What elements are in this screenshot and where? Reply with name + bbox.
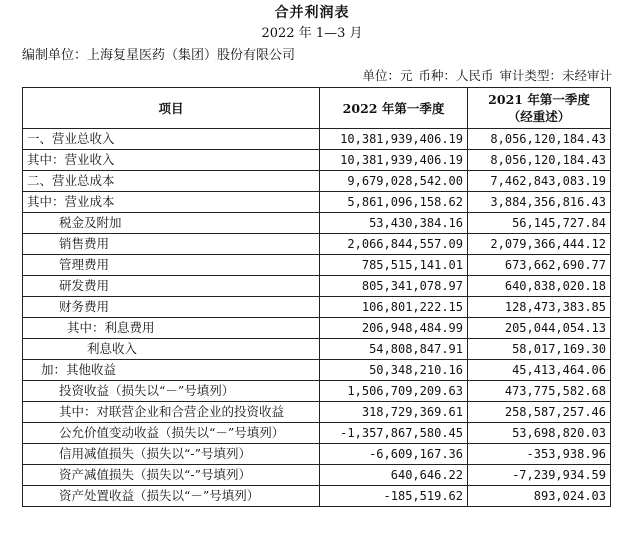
row-current-value: 10,381,939,406.19 xyxy=(320,129,468,150)
table-row xyxy=(23,150,611,171)
table-row xyxy=(23,276,611,297)
table-header-row xyxy=(23,88,611,129)
row-prior-value: 8,056,120,184.43 xyxy=(468,129,611,150)
row-prior-value: 7,462,843,083.19 xyxy=(468,171,611,192)
table-row xyxy=(23,129,611,150)
table-row xyxy=(23,213,611,234)
row-current-value: 9,679,028,542.00 xyxy=(320,171,468,192)
row-current-value: 206,948,484.99 xyxy=(320,318,468,339)
column-header-prior xyxy=(468,88,611,129)
row-prior-value: 473,775,582.68 xyxy=(468,381,611,402)
table-row xyxy=(23,171,611,192)
table-row xyxy=(23,486,611,507)
table-row xyxy=(23,444,611,465)
row-label: 其中：利息费用 xyxy=(23,318,320,339)
row-current-value: 805,341,078.97 xyxy=(320,276,468,297)
row-current-value: -6,609,167.36 xyxy=(320,444,468,465)
row-current-value: 53,430,384.16 xyxy=(320,213,468,234)
row-prior-value: 53,698,820.03 xyxy=(468,423,611,444)
statement-title: 合并利润表 xyxy=(274,5,350,21)
prior-header-line1: 2021 年第一季度 xyxy=(488,92,590,107)
row-label: 其中：对联营企业和合营企业的投资收益 xyxy=(23,402,320,423)
row-prior-value: -7,239,934.59 xyxy=(468,465,611,486)
table-row xyxy=(23,192,611,213)
row-label: 公允价值变动收益（损失以“－”号填列） xyxy=(23,423,320,444)
income-statement-table xyxy=(22,87,611,507)
row-label: 利息收入 xyxy=(23,339,320,360)
row-label: 税金及附加 xyxy=(23,213,320,234)
row-prior-value: 56,145,727.84 xyxy=(468,213,611,234)
row-label: 其中：营业成本 xyxy=(23,192,320,213)
table-row xyxy=(23,402,611,423)
row-current-value: -185,519.62 xyxy=(320,486,468,507)
row-label: 资产减值损失（损失以“-”号填列） xyxy=(23,465,320,486)
prior-header-line2: （经重述） xyxy=(507,109,571,124)
row-current-value: -1,357,867,580.45 xyxy=(320,423,468,444)
row-current-value: 10,381,939,406.19 xyxy=(320,150,468,171)
column-header-item: 项目 xyxy=(23,88,320,129)
row-current-value: 1,506,709,209.63 xyxy=(320,381,468,402)
table-row xyxy=(23,360,611,381)
statement-period: 2022 年 1—3 月 xyxy=(261,26,363,41)
row-prior-value: 45,413,464.06 xyxy=(468,360,611,381)
row-current-value: 50,348,210.16 xyxy=(320,360,468,381)
row-label: 资产处置收益（损失以“－”号填列） xyxy=(23,486,320,507)
row-label: 财务费用 xyxy=(23,297,320,318)
table-row xyxy=(23,423,611,444)
row-prior-value: 3,884,356,816.43 xyxy=(468,192,611,213)
row-prior-value: -353,938.96 xyxy=(468,444,611,465)
column-header-current: 2022 年第一季度 xyxy=(320,88,468,129)
row-label: 投资收益（损失以“－”号填列） xyxy=(23,381,320,402)
row-current-value: 640,646.22 xyxy=(320,465,468,486)
table-row xyxy=(23,255,611,276)
table-row xyxy=(23,381,611,402)
row-prior-value: 893,024.03 xyxy=(468,486,611,507)
table-row xyxy=(23,297,611,318)
row-label: 其中：营业收入 xyxy=(23,150,320,171)
row-current-value: 785,515,141.01 xyxy=(320,255,468,276)
table-row xyxy=(23,465,611,486)
row-current-value: 5,861,096,158.62 xyxy=(320,192,468,213)
units-line xyxy=(362,66,612,84)
row-label: 销售费用 xyxy=(23,234,320,255)
audit-type-label: 审计类型：未经审计 xyxy=(499,68,612,83)
row-prior-value: 205,044,054.13 xyxy=(468,318,611,339)
row-prior-value: 640,838,020.18 xyxy=(468,276,611,297)
row-current-value: 54,808,847.91 xyxy=(320,339,468,360)
row-prior-value: 8,056,120,184.43 xyxy=(468,150,611,171)
table-row xyxy=(23,339,611,360)
row-label: 一、营业总收入 xyxy=(23,129,320,150)
row-current-value: 318,729,369.61 xyxy=(320,402,468,423)
row-prior-value: 2,079,366,444.12 xyxy=(468,234,611,255)
row-label: 管理费用 xyxy=(23,255,320,276)
reporting-entity: 编制单位：上海复星医药（集团）股份有限公司 xyxy=(22,48,296,63)
table-row xyxy=(23,234,611,255)
row-prior-value: 58,017,169.30 xyxy=(468,339,611,360)
row-prior-value: 128,473,383.85 xyxy=(468,297,611,318)
row-label: 二、营业总成本 xyxy=(23,171,320,192)
row-prior-value: 258,587,257.46 xyxy=(468,402,611,423)
table-row xyxy=(23,318,611,339)
row-label: 研发费用 xyxy=(23,276,320,297)
row-current-value: 2,066,844,557.09 xyxy=(320,234,468,255)
row-label: 信用减值损失（损失以“-”号填列） xyxy=(23,444,320,465)
row-label: 加：其他收益 xyxy=(23,360,320,381)
row-prior-value: 673,662,690.77 xyxy=(468,255,611,276)
unit-label: 单位：元 xyxy=(362,68,413,83)
currency-label: 币种：人民币 xyxy=(418,68,494,83)
row-current-value: 106,801,222.15 xyxy=(320,297,468,318)
